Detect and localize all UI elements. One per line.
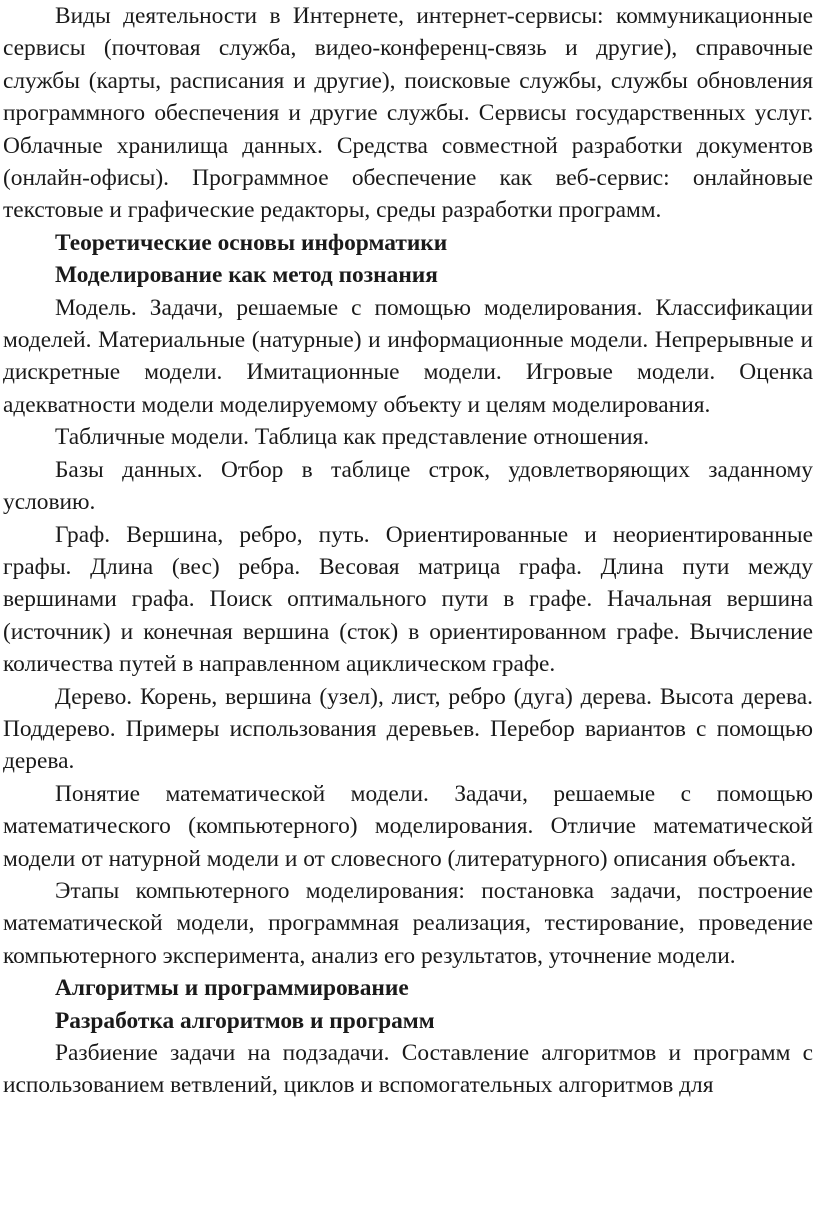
paragraph-subtasks: Разбиение задачи на подзадачи. Составление алгоритмов и программ с использованием ветвлений, циклов и вспомогательных алгоритмов для — [3, 1040, 813, 1099]
paragraph-table-models: Табличные модели. Таблица как представление отношения. — [55, 424, 650, 451]
paragraph-trees: Дерево. Корень, вершина (узел), лист, ребро (дуга) дерева. Высота дерева. Поддерево. Примеры использования деревьев. Перебор вариантов с помощью дерева. — [3, 683, 813, 775]
document-page — [3, 0, 813, 1102]
heading-modeling-method: Моделирование как метод познания — [55, 262, 438, 289]
paragraph-modeling-stages: Этапы компьютерного моделирования: постановка задачи, построение математической модели, программная реализация, тестирование, проведение компьютерного эксперимента, анализ его результатов, уточнение модели. — [3, 877, 813, 969]
paragraph-databases: Базы данных. Отбор в таблице строк, удовлетворяющих заданному условию. — [3, 456, 813, 516]
heading-algorithm-development: Разработка алгоритмов и программ — [55, 1007, 435, 1034]
paragraph-model: Модель. Задачи, решаемые с помощью моделирования. Классификации моделей. Материальные (натурные) и информационные модели. Непрерывные и дискретные модели. Имитационные модели. Игровые модели. Оценка адекватности модели моделируемому объекту и целям моделирования. — [3, 294, 813, 418]
paragraph-math-model: Понятие математической модели. Задачи, решаемые с помощью математического (компьютерного) моделирования. Отличие математической модели от натурной модели и от словесного (литературного) описания объекта. — [3, 780, 813, 872]
heading-algorithms-programming: Алгоритмы и программирование — [55, 975, 409, 1002]
paragraph-internet-services: Виды деятельности в Интернете, интернет-сервисы: коммуникационные сервисы (почтовая служба, видео-конференц-связь и другие), справочные службы (карты, расписания и другие), поисковые службы, службы обновления программного обеспечения и другие службы. Сервисы государственных услуг. Облачные хранилища данных. Средства совместной разработки документов (онлайн-офисы). Программное обеспечение как веб-сервис: онлайновые текстовые и графические редакторы, среды разработки программ. — [3, 3, 813, 224]
paragraph-graphs: Граф. Вершина, ребро, путь. Ориентированные и неориентированные графы. Длина (вес) ребра. Весовая матрица графа. Длина пути между вершинами графа. Поиск оптимального пути в графе. Начальная вершина (источник) и конечная вершина (сток) в ориентированном графе. Вычисление количества путей в направленном ациклическом графе. — [3, 521, 813, 678]
heading-theoretical-foundations: Теоретические основы информатики — [55, 229, 448, 256]
